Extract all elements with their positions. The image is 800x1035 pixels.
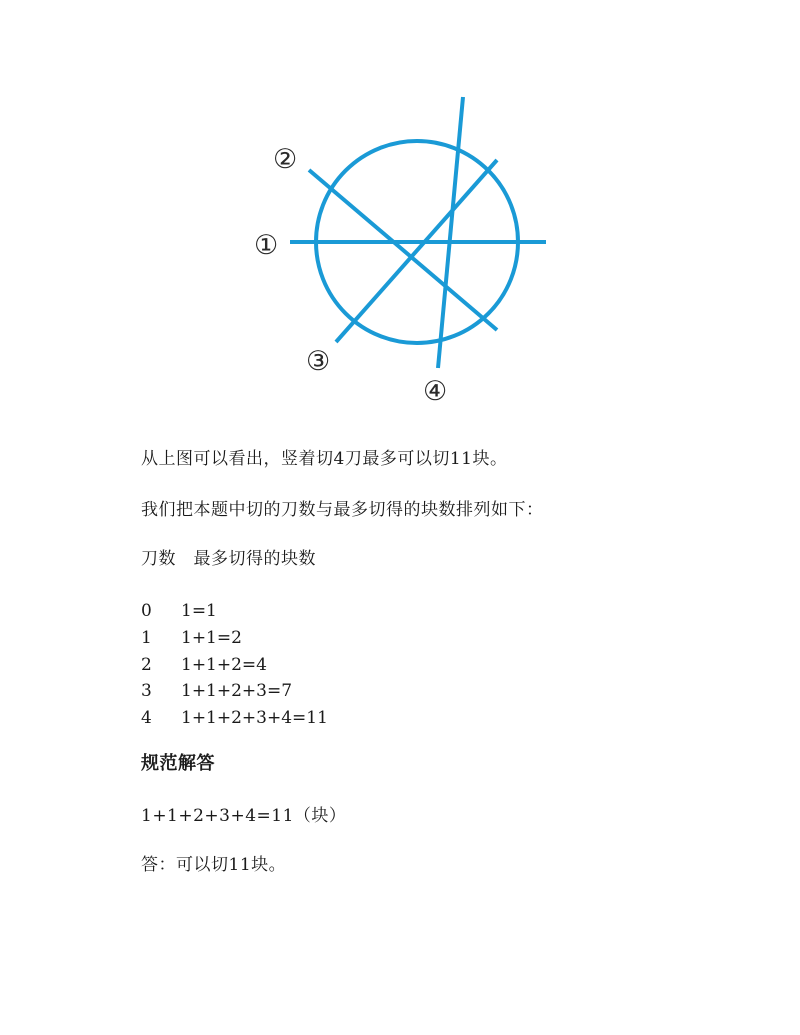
pieces-formula: 1+1=2 xyxy=(181,627,242,648)
cut-line-3 xyxy=(336,160,497,342)
pieces-formula: 1+1+2+3=7 xyxy=(181,681,293,702)
pieces-formula: 1+1+2+3+4=11 xyxy=(181,708,328,729)
cut-label-4: ④ xyxy=(423,376,448,407)
answer-text: 答：可以切11块。 xyxy=(141,855,287,875)
table-row xyxy=(141,625,328,652)
table-row xyxy=(141,678,328,705)
cut-label-1: ① xyxy=(254,230,279,261)
cut-line-4 xyxy=(438,97,463,368)
table-row xyxy=(141,705,328,732)
cake-cut-diagram xyxy=(0,0,800,430)
solution-formula: 1+1+2+3+4=11（块） xyxy=(141,806,347,826)
cuts-count: 1 xyxy=(141,627,152,648)
table-row xyxy=(141,652,328,679)
table-header: 刀数 最多切得的块数 xyxy=(141,549,316,569)
cut-label-2: ② xyxy=(273,144,298,175)
pieces-formula: 1+1+2=4 xyxy=(181,654,267,675)
table-row xyxy=(141,598,328,625)
cuts-table xyxy=(141,598,328,732)
cuts-count: 2 xyxy=(141,654,152,675)
cuts-count: 4 xyxy=(141,708,152,729)
cut-label-3: ③ xyxy=(306,346,331,377)
cuts-count: 0 xyxy=(141,601,152,621)
observation-text: 从上图可以看出，竖着切4刀最多可以切11块。 xyxy=(141,449,508,469)
solution-heading: 规范解答 xyxy=(141,753,215,774)
intro-text: 我们把本题中切的刀数与最多切得的块数排列如下： xyxy=(141,500,544,520)
cuts-count: 3 xyxy=(141,681,152,702)
pieces-formula: 1=1 xyxy=(181,601,217,621)
